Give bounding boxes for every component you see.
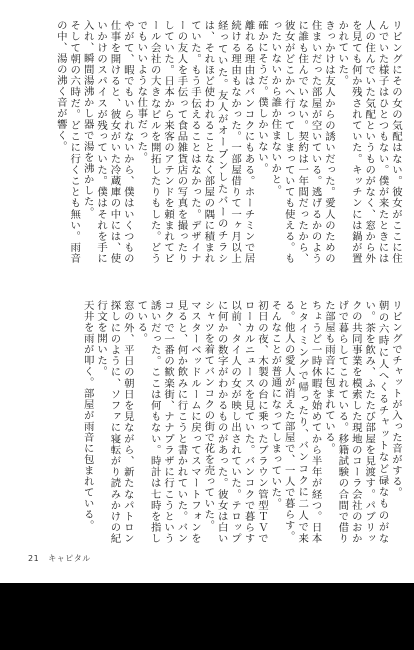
black-margin xyxy=(0,583,414,650)
paragraph: やがて、暇でもいられないから、僕はいくつもの仕事を開けると、彼女がいた冷蔵庫の中には、使いかけのスパイスが残っていた。僕はそれを手に入れ、瞬間湯沸かし器で湯を沸かした。 xyxy=(81,20,134,264)
lower-text-block xyxy=(18,300,402,544)
running-title: キャピタル xyxy=(48,554,91,563)
paragraph: 確かにそうだ。僕しかいない。 xyxy=(255,20,268,174)
paragraph: リビングでチャットが入った音がする。 xyxy=(390,300,402,498)
page-number: 21 xyxy=(28,554,40,563)
paragraph: 朝の六時に人へくるチャットなど碌なものがない。茶を飲み、ふたたび部屋を見渡す。パブリックの共同事業を模索した現地のコーラ会社のおかげで暮らしてこれている。移籍試験の合間で借りた部屋も雨音に包まれている。 xyxy=(322,300,389,544)
paragraph: 離れる理由はバンコクにもある。ホーチミンで居続ける理由もなかった。一部屋借りて一ヶ月以上経っていた。友人がオープンしたバーのチラシは、それほど使われることなく部屋の隅に積まれていた。もう手伝えることはなかった。デザイナーの友人を手伝って食品雑貨店の写真を撮ったりしていた。日本から来客のアテンドを頼まれてビール会社の大きなビルを開拓したりもした。どうでもいいような仕事だった。 xyxy=(135,20,255,264)
upper-text-block xyxy=(18,20,402,264)
paragraph: きっかけは友人からの誘いだった。愛人のための住まいだった部屋が空いている。逃げるかのように誰も住んでいない。契約は一年間だったから、彼女がどこかへ行ってしまっていても使える。もったいないから誰か住まないかと。 xyxy=(269,20,335,264)
page-footer xyxy=(28,553,97,564)
paragraph: ちょうど一時休暇を始めてから半年が経つ。日本とタイミングで帰ったり、バンコクに二人で来る。他人の愛人が消えた部屋で、一人で暮らす。 xyxy=(282,300,322,544)
paragraph: マスターベッドルームに戻ってスマートフォンを見ると、何か飲みに行こうと書かれていた。バンコクで一番の歓楽街、ナナプラザに行こうという誘いだった。ここは何もない。時計は七時を指している。 xyxy=(135,300,201,544)
paragraph: そして朝の六時だ。どこに行くことも無い。雨音の中、湯の沸く音が響く。 xyxy=(54,20,81,264)
paragraph: リビングにその女の気配はない。彼女がここに住んでいた様子はひとつもない。僕が来たときには人の住んでいた気配というものがなく、窓から外を見ても何か残されていた。キッチンには鍋が置かれていた。 xyxy=(336,20,402,264)
paragraph: 天井を雨が叩く。部屋が雨音に包まれている。 xyxy=(81,300,94,531)
paragraph: 初日の夜、木製の台に乗ったブラウン管型ＴＶでローカルニュースを見ていた。バンコクで暮らす以前、タイ人の女が映し出されていた。テロップに何かの数字がわかるものがあった。彼女は白いシャツを着てバンコクの街で花を売っていた。 xyxy=(202,300,268,544)
paragraph: そんなことが普通になってしまっていた。 xyxy=(269,300,282,509)
paragraph: 窓の外、平日の朝日を見ながら、新たなパトロン探しにのように、ソファに寝転がり読みかけの紀行文を開いた。 xyxy=(95,300,134,544)
